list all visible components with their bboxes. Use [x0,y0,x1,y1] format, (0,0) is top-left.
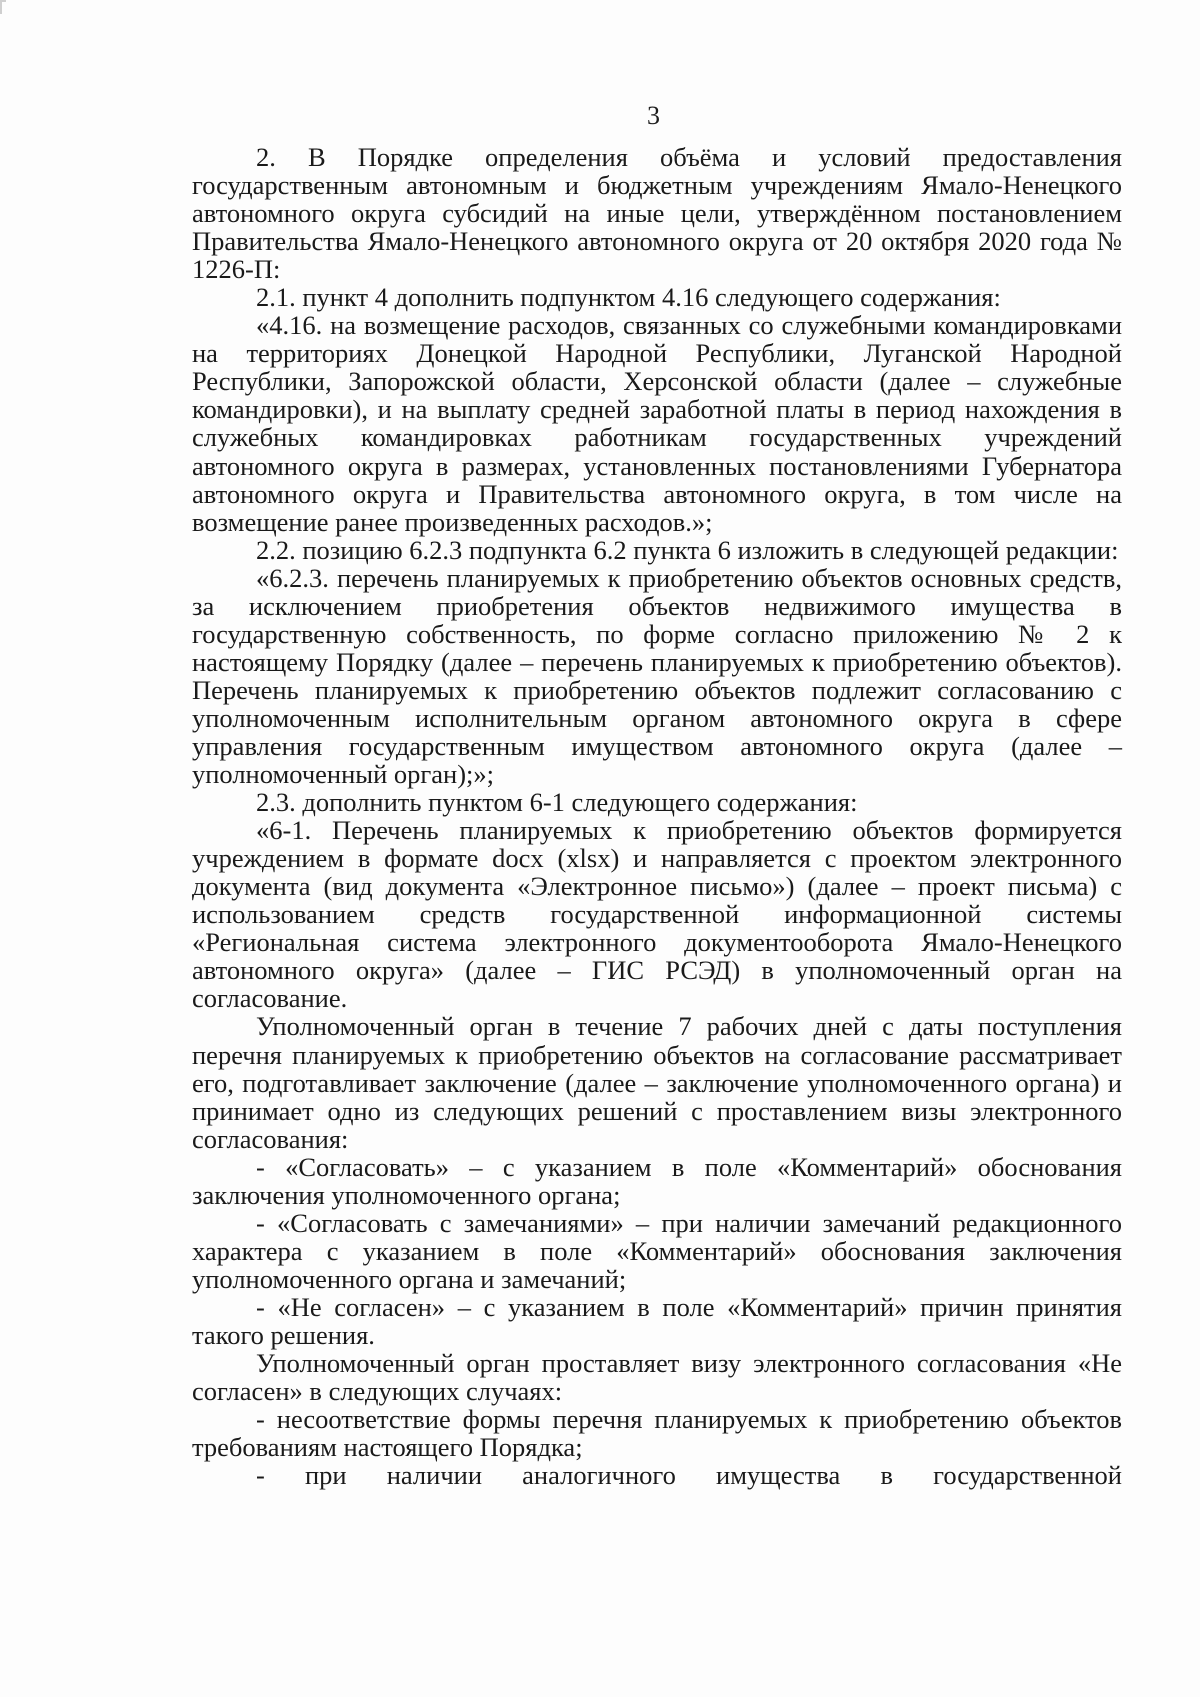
list-item-agree-with-remarks: - «Согласовать с замечаниями» – при наличии замечаний редакционного характера с указанием в поле «Комментарий» обоснования заключения уполномоченного органа и замечаний; [192,1207,1122,1294]
paragraph-4-16: «4.16. на возмещение расходов, связанных со служебными командировками на территориях Донецкой Народной Республики, Луганской Народной Республики, Запорожской области, Херсонской области (далее – служебные командировки), и на выплату средней заработной платы в период нахождения в служебных командировках работникам государственных учреждений автономного округа в размерах, установленных постановлениями Губернатора автономного округа и Правительства автономного округа, в том числе на возмещение ранее произведенных расходов.»; [192,310,1122,537]
scan-edge-mark [0,0,2,14]
paragraph-6-2-3: «6.2.3. перечень планируемых к приобретению объектов основных средств, за исключением приобретения объектов недвижимого имущества в государственную собственность, по форме согласно приложению № 2 к настоящему Порядку (далее – перечень планируемых к приобретению объектов). Перечень планируемых к приобретению объектов подлежит согласованию с уполномоченным исполнительным органом автономного округа в сфере управления государственным имуществом автономного округа (далее – уполномоченный орган);»; [192,562,1122,790]
paragraph-disagree-cases: Уполномоченный орган проставляет визу электронного согласования «Не согласен» в следующих случаях: [192,1348,1122,1407]
list-item-analogous-property: - при наличии аналогичного имущества в государственной [256,1460,1122,1491]
paragraph-review-term: Уполномоченный орган в течение 7 рабочих дней с даты поступления перечня планируемых к приобретению объектов на согласование рассматривает его, подготавливает заключение (далее – заключение уполномоченного органа) и принимает одно из следующих решений с проставлением визы электронного согласования: [192,1011,1122,1154]
page-number: 3 [647,101,660,130]
paragraph-2: 2. В Порядке определения объёма и условий предоставления государственным автономным и бюджетным учреждениям Ямало-Ненецкого автономного округа субсидий на иные цели, утверждённом постановлением Правительства Ямало-Ненецкого автономного округа от 20 октября 2020 года № 1226-П: [192,142,1122,285]
paragraph-2-3: 2.3. дополнить пунктом 6-1 следующего содержания: [256,787,858,818]
list-item-disagree: - «Не согласен» – с указанием в поле «Комментарий» причин принятия такого решения. [192,1291,1122,1350]
list-item-form-mismatch: - несоответствие формы перечня планируемых к приобретению объектов требованиям настоящего Порядка; [192,1404,1122,1463]
document-body [192,143,1122,1489]
paragraph-2-2: 2.2. позицию 6.2.3 подпункта 6.2 пункта 6 изложить в следующей редакции: [256,534,1119,565]
paragraph-2-1: 2.1. пункт 4 дополнить подпунктом 4.16 следующего содержания: [256,282,1001,313]
list-item-agree: - «Согласовать» – с указанием в поле «Комментарий» обоснования заключения уполномоченного органа; [192,1151,1122,1210]
paragraph-6-1: «6-1. Перечень планируемых к приобретению объектов формируется учреждением в формате docx (xlsx) и направляется с проектом электронного документа (вид документа «Электронное письмо») (далее – проект письма) с использованием средств государственной информационной системы «Региональная система электронного документооборота Ямало-Ненецкого автономного округа» (далее – ГИС РСЭД) в уполномоченный орган на согласование. [192,815,1122,1014]
